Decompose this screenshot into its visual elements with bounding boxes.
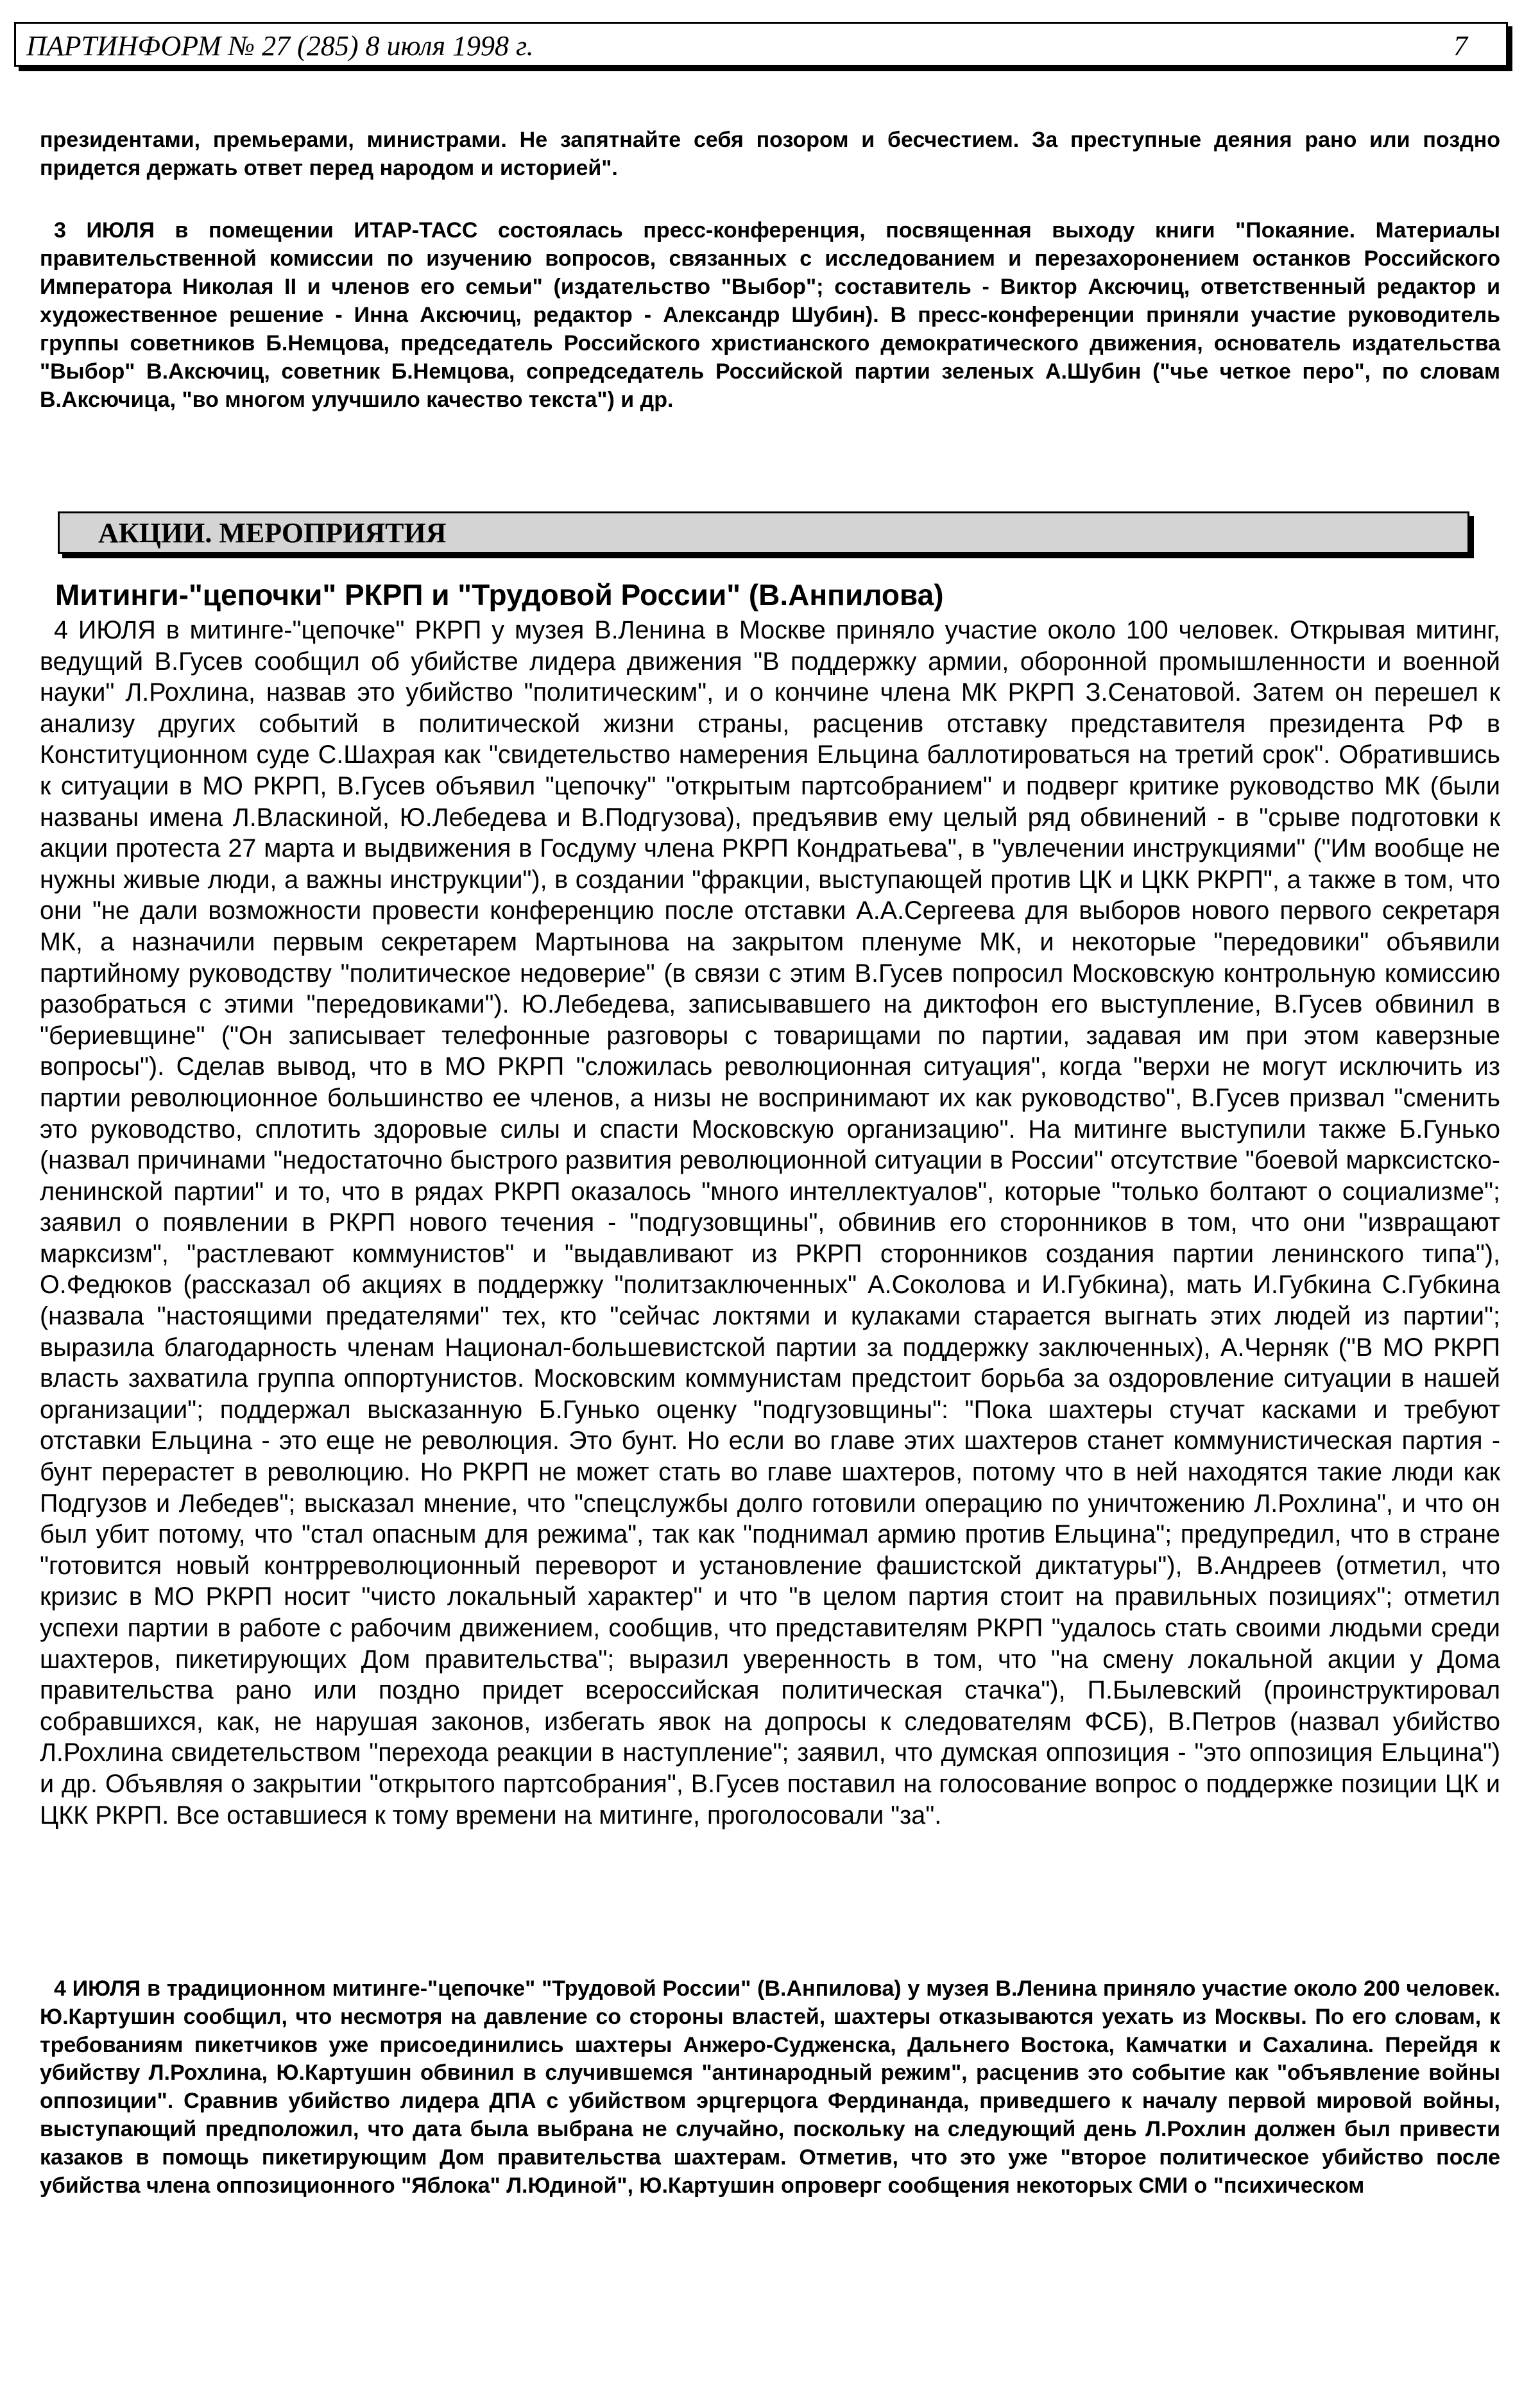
article-paragraph-trudovaya-rossiya-rally: 4 ИЮЛЯ в традиционном митинге-"цепочке" "Трудовой России" (В.Анпилова) у музея В.Ленина приняло участие около 200 человек. Ю.Картушин сообщил, что несмотря на давление со стороны властей, шахтеры отказываются уехать из Москвы. По его словам, к требованиям пикетчиков уже присоединились шахтеры Анжеро-Судженска, Дальнего Востока, Камчатки и Сахалина. Перейдя к убийству Л.Рохлина, Ю.Картушин обвинил в случившемся "антинародный режим", расценив это событие как "объявление войны оппозиции". Сравнив убийство лидера ДПА с убийством эрцгерцога Фердинанда, приведшего к началу первой мировой войны, выступающий предположил, что дата была выбрана не случайно, поскольку на следующий день Л.Рохлин должен был привести казаков в помощь пикетирующим Дом правительства шахтерам. Отметив, что это уже "второе политическое убийство после убийства члена оппозиционного "Яблока" Л.Юдиной", Ю.Картушин опроверг сообщения некоторых СМИ о "психическом [40,1976,1500,2198]
section-title: АКЦИИ. МЕРОПРИЯТИЯ [98,517,447,549]
article-heading: Митинги-"цепочки" РКРП и "Трудовой России" (В.Анпилова) [55,578,944,612]
section-banner [58,511,1469,554]
publication-title: ПАРТИНФОРМ № 27 (285) 8 июля 1998 г. [26,30,534,62]
article-paragraph-rkrp-rally: 4 ИЮЛЯ в митинге-"цепочке" РКРП у музея В.Ленина в Москве приняло участие около 100 человек. Открывая митинг, ведущий В.Гусев сообщил об убийстве лидера движения "В поддержку армии, оборонной промышленности и военной науки" Л.Рохлина, назвав это убийство "политическим", и о кончине члена МК РКРП З.Сенатовой. Затем он перешел к анализу других событий в политической жизни страны, расценив отставку представителя президента РФ в Конституционном суде С.Шахрая как "свидетельство намерения Ельцина баллотироваться на третий срок". Обратившись к ситуации в МО РКРП, В.Гусев объявил "цепочку" "открытым партсобранием" и подверг критике руководство МК (были названы имена Л.Власкиной, Ю.Лебедева и В.Подгузова), предъявив ему целый ряд обвинений - в "срыве подготовки к акции протеста 27 марта и выдвижения в Госдуму члена РКРП Кондратьева", в "увлечении инструкциями" ("Им вообще не нужны живые люди, а важны инструкции"), в создании "фракции, выступающей против ЦК и ЦКК РКРП", а также в том, что они "не дали возможности провести конференцию после отставки А.А.Сергеева для выборов нового первого секретаря МК, а назначили первым секретарем Мартынова на закрытом пленуме МК, и некоторые "передовики" объявили партийному руководству "политическое недоверие" (в связи с этим В.Гусев попросил Московскую контрольную комиссию разобраться с этими "передовиками"). Ю.Лебедева, записывавшего на диктофон его выступление, В.Гусев обвинил в "бериевщине" ("Он записывает телефонные разговоры с товарищами по партии, задавая им при этом каверзные вопросы"). Сделав вывод, что в МО РКРП "сложилась революционная ситуация", когда "верхи не могут исключить из партии революционное большинство ее членов, а низы не воспринимают их как руководство", В.Гусев призвал "сменить это руководство, сплотить здоровые силы и спасти Московскую организацию". На митинге выступили также Б.Гунько (назвал причинами "недостаточно быстрого развития революционной ситуации в России" отсутствие "боевой марксистско-ленинской партии" и то, что в рядах РКРП оказалось "много интеллектуалов", которые "только болтают о социализме"; заявил о появлении в РКРП нового течения - "подгузовщины", обвинив его сторонников в том, что они "извращают марксизм", "растлевают коммунистов" и "выдавливают из РКРП сторонников создания партии ленинского типа"), О.Федюков (рассказал об акциях в поддержку "политзаключенных" А.Соколова и И.Губкина), мать И.Губкина С.Губкина (назвала "настоящими предателями" тех, кто "сейчас локтями и кулаками старается выгнать этих людей из партии"; выразила благодарность членам Национал-большевистской партии за поддержку заключенных), А.Черняк ("В МО РКРП власть захватила группа оппортунистов. Московским коммунистам предстоит борьба за оздоровление ситуации в нашей организации"; поддержал высказанную Б.Гунько оценку "подгузовщины": "Пока шахтеры стучат касками и требуют отставки Ельцина - это еще не революция. Это бунт. Но если во главе этих шахтеров станет коммунистическая партия - бунт перерастет в революцию. Но РКРП не может стать во главе шахтеров, потому что в ней находятся такие люди как Подгузов и Лебедев"; высказал мнение, что "спецслужбы долго готовили операцию по уничтожению Л.Рохлина", и что он был убит потому, что "стал опасным для режима", так как "поднимал армию против Ельцина"; предупредил, что в стране "готовится новый контрреволюционный переворот и установление фашистской диктатуры"), В.Андреев (отметил, что кризис в МО РКРП носит "чисто локальный характер" и что "в целом партия стоит на правильных позициях"; отметил успехи партии в работе с рабочим движением, сообщив, что представителям РКРП "удалось стать своими людьми среди шахтеров, пикетирующих Дом правительства"; выразил уверенность в том, что "на смену локальной акции у Дома правительства рано или поздно придет всероссийская политическая стачка"), П.Былевский (проинструктировал собравшихся, как, не нарушая законов, избегать явок на допросы к следователям ФСБ), В.Петров (назвал убийство Л.Рохлина свидетельством "перехода реакции в наступление"; заявил, что думская оппозиция - "это оппозиция Ельцина") и др. Объявляя о закрытии "открытого партсобрания", В.Гусев поставил на голосование вопрос о поддержке позиции ЦК и ЦКК РКРП. Все оставшиеся к тому времени на митинге, проголосовали "за". [40,616,1500,1829]
press-conference-paragraph: 3 ИЮЛЯ в помещении ИТАР-ТАСС состоялась пресс-конференция, посвященная выходу книги "Покаяние. Материалы правительственной комиссии по изучению вопросов, связанных с исследованием и перезахоронением останков Российского Императора Николая II и членов его семьи" (издательство "Выбор"; составитель - Виктор Аксючиц, ответственный редактор и художественное решение - Инна Аксючиц, редактор - Александр Шубин). В пресс-конференции приняли участие руководитель группы советников Б.Немцова, председатель Российского христианского демократического движения, основатель издательства "Выбор" В.Аксючиц, советник Б.Немцова, сопредседатель Российской партии зеленых А.Шубин ("чье четкое перо", по словам В.Аксючица, "во многом улучшило качество текста") и др. [40,218,1500,412]
page-number: 7 [1453,30,1467,62]
intro-paragraph: президентами, премьерами, министрами. Не запятнайте себя позором и бесчестием. За преступные деяния рано или поздно придется держать ответ перед народом и историей". [40,128,1500,180]
page-header [14,22,1508,67]
